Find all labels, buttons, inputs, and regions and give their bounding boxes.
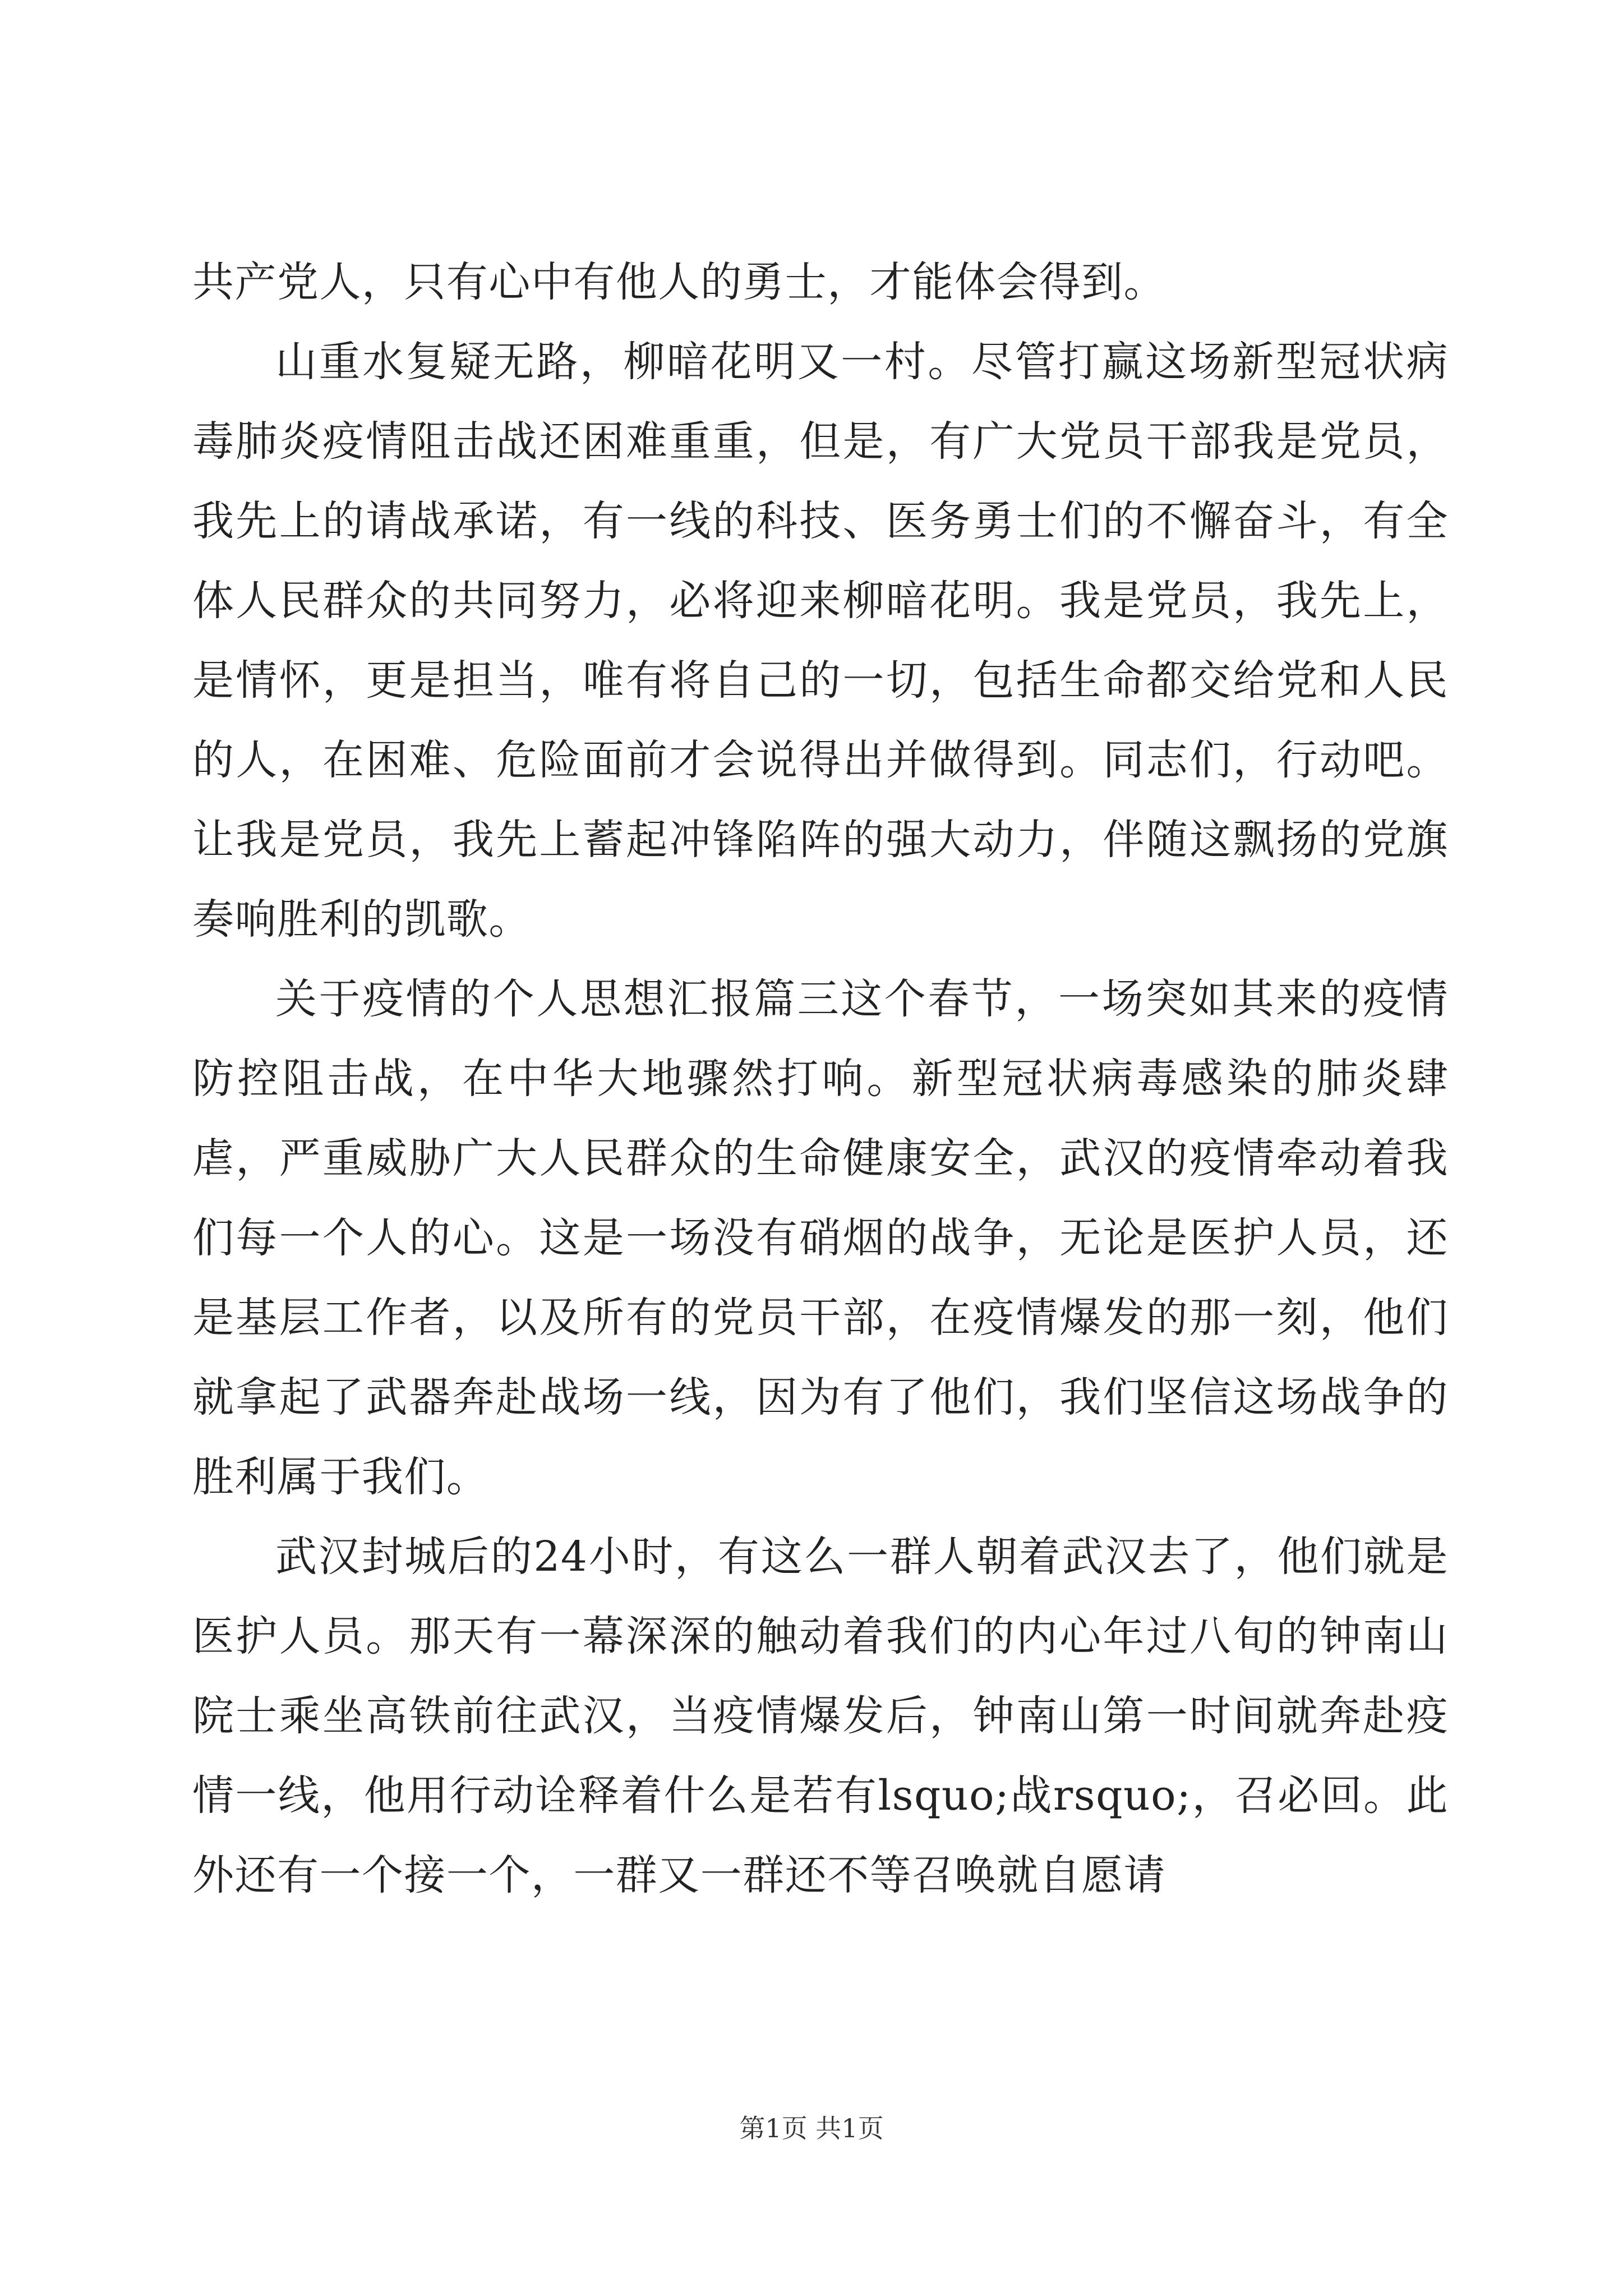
paragraph: 山重水复疑无路，柳暗花明又一村。尽管打赢这场新型冠状病毒肺炎疫情阻击战还困难重重，但是，有广大党员干部我是党员，我先上的请战承诺，有一线的科技、医务勇士们的不懈奋斗，有全体人民群众的共同努力，必将迎来柳暗花明。我是党员，我先上，是情怀，更是担当，唯有将自己的一切，包括生命都交给党和人民的人，在困难、危险面前才会说得出并做得到。同志们，行动吧。让我是党员，我先上蓄起冲锋陷阵的强大动力，伴随这飘扬的党旗奏响胜利的凯歌。 bbox=[192, 338, 1449, 944]
document-body bbox=[192, 242, 1449, 1915]
paragraph: 武汉封城后的24小时，有这么一群人朝着武汉去了，他们就是医护人员。那天有一幕深深的触动着我们的内心年过八旬的钟南山院士乘坐高铁前往武汉，当疫情爆发后，钟南山第一时间就奔赴疫情一线，他用行动诠释着什么是若有lsquo;战rsquo;，召必回。此外还有一个接一个，一群又一群还不等召唤就自愿请 bbox=[192, 1533, 1449, 1899]
page-footer: 第1页 共1页 bbox=[739, 2113, 884, 2143]
paragraph: 关于疫情的个人思想汇报篇三这个春节，一场突如其来的疫情防控阻击战，在中华大地骤然打响。新型冠状病毒感染的肺炎肆虐，严重威胁广大人民群众的生命健康安全，武汉的疫情牵动着我们每一个人的心。这是一场没有硝烟的战争，无论是医护人员，还是基层工作者，以及所有的党员干部，在疫情爆发的那一刻，他们就拿起了武器奔赴战场一线，因为有了他们，我们坚信这场战争的胜利属于我们。 bbox=[192, 975, 1449, 1501]
paragraph-continuation: 共产党人，只有心中有他人的勇士，才能体会得到。 bbox=[192, 258, 1166, 306]
